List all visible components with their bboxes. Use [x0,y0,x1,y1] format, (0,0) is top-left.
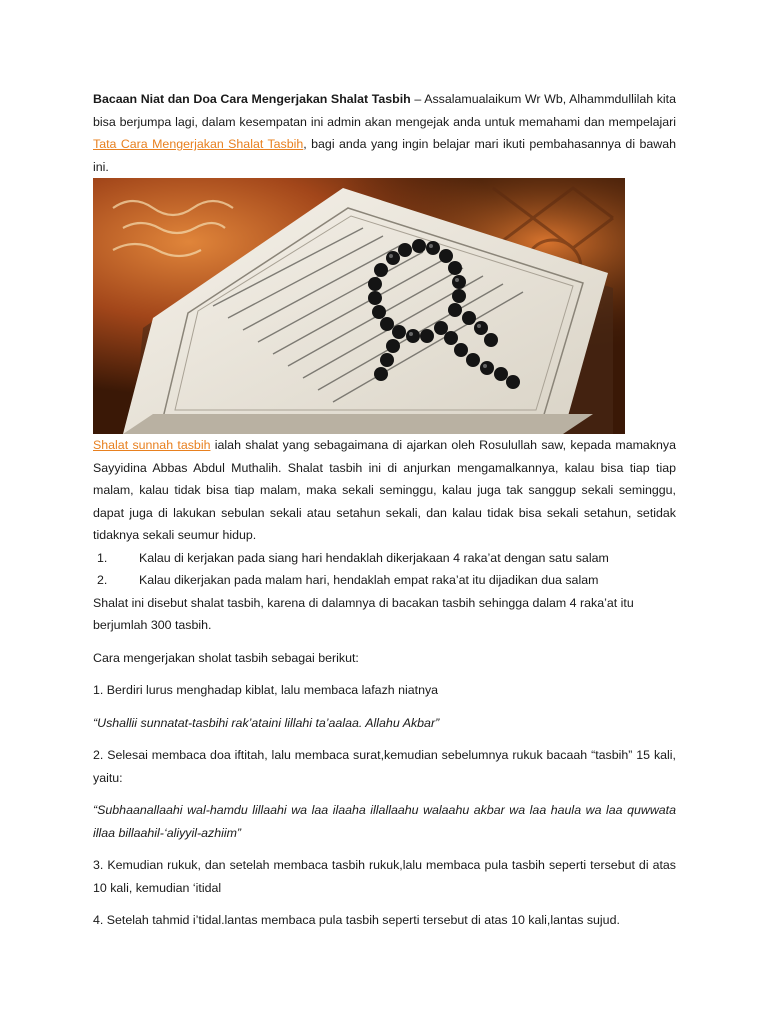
step-3: 3. Kemudian rukuk, dan setelah membaca tasbih rukuk,lalu membaca pula tasbih seperti tersebut di atas 10 kali, kemudian ‘itidal [93,858,676,895]
step-4: 4. Setelah tahmid i’tidal.lantas membaca pula tasbih seperti tersebut di atas 10 kali,lantas sujud. [93,913,620,927]
steps-intro: Cara mengerjakan sholat tasbih sebagai berikut: [93,650,359,665]
niat-text: “Ushallii sunnatat-tasbihi rak’ataini lillahi ta’aalaa. Allahu Akbar” [93,715,440,730]
document-body [93,88,676,932]
paragraph-text: ialah shalat yang sebagaimana di ajarkan oleh Rosulullah saw, kepada mamaknya Sayyidina Abbas Abdul Muthalih. Shalat tasbih ini di anjurkan mengamalkannya, kalau bisa tiap tiap malam, kalau tidak bisa tiap malam, maka sekali seminggu, kalau juga tak sanggup sekali seminggu, dapat juga di lakukan sebulan sekali atau setahun sekali, dan kalau tidak bisa sekali setahun, setidak tidaknya sekali seumur hidup. [93,438,676,542]
rakaat-list [93,547,676,592]
list-number: 2. [97,573,108,587]
list-item [93,569,676,592]
step-2: 2. Selesai membaca doa iftitah, lalu membaca surat,kemudian sebelumnya rukuk bacaah “tasbih” 15 kali, yaitu: [93,748,676,785]
tasbih-count-paragraph: Shalat ini disebut shalat tasbih, karena di dalamnya di bacakan tasbih sehingga dalam 4 raka’at itu berjumlah 300 tasbih. [93,595,634,632]
tata-cara-link[interactable]: Tata Cara Mengerjakan Shalat Tasbih [93,137,304,151]
list-text: Kalau di kerjakan pada siang hari hendaklah dikerjakaan 4 raka’at dengan satu salam [139,550,609,565]
intro-text: Assalamualaikum Wr Wb, Alhammdullilah kita bisa berjumpa lagi, dalam kesempatan ini admin akan mengejak anda untuk memahami dan mempelajari [93,92,677,129]
title-dash: – [410,92,425,106]
article-title: Bacaan Niat dan Doa Cara Mengerjakan Shalat Tasbih [93,92,411,106]
shalat-tasbih-paragraph [93,434,676,547]
intro-paragraph [93,88,676,178]
quran-prayer-beads-image [93,178,625,434]
step-1: 1. Berdiri lurus menghadap kiblat, lalu membaca lafazh niatnya [93,683,439,697]
tasbih-text: “Subhaanallaahi wal-hamdu lillaahi wa laa ilaaha illallaahu walaahu akbar wa laa haula wa laa quwwata illaa billaahil-‘aliyyil-azhiim” [93,803,676,840]
list-item [93,547,676,570]
list-number: 1. [97,550,108,565]
intro-text-end: , bagi anda yang ingin belajar mari ikuti pembahasannya di bawah ini. [93,137,677,174]
shalat-sunnah-tasbih-link[interactable]: Shalat sunnah tasbih [93,438,211,452]
list-text: Kalau dikerjakan pada malam hari, hendaklah empat raka’at itu dijadikan dua salam [139,573,599,587]
